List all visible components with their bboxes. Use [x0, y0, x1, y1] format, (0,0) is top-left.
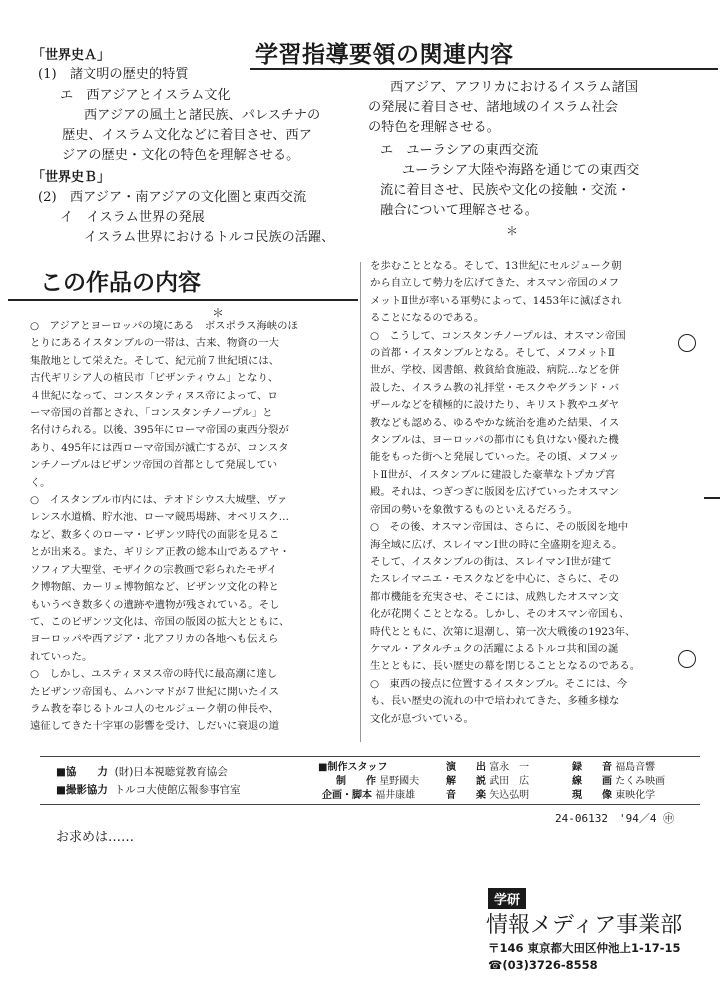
- content-line: ○ こうして、コンスタンチノープルは、オスマン帝国: [370, 329, 626, 342]
- content-line: 帝国の勢いを象徴するものといえるだろう。: [370, 503, 578, 516]
- content-line: ザールなどを積極的に設けたり、キリスト教やユダヤ: [370, 399, 619, 412]
- credits-top-rule: [40, 756, 700, 757]
- guideline-line: (1) 諸文明の歴史的特質: [38, 67, 189, 82]
- content-line: とが出来る。また、ギリシア正教の総本山であるアヤ・: [30, 546, 290, 559]
- content-line: れていった。: [30, 650, 93, 663]
- content-line: も、長い歴史の流れの中で培われてきた、多種多様な: [370, 695, 620, 708]
- content-line: ４世紀になって、コンスタンティヌス帝によって、ロ: [30, 389, 278, 402]
- content-line: 殿。それは、つぎつぎに版図を広げていったオスマン: [370, 486, 620, 499]
- content-line: て、このビザンツ文化は、帝国の版図の拡大とともに、: [30, 615, 290, 628]
- credit-photo-label: ■撮影協力: [56, 784, 108, 796]
- guideline-line: エ 西アジアとイスラム文化: [60, 88, 231, 103]
- guideline-line: ジアの歴史・文化の特色を理解させる。: [62, 148, 300, 163]
- content-line: 生とともに、長い歴史の幕を閉じることとなるのである。: [370, 660, 641, 673]
- binder-hole: [678, 650, 696, 668]
- content-line: とりにあるイスタンブルの一帯は、古来、物資の一大: [30, 337, 279, 350]
- content-line: たスレイマニエ・モスクなどを中心に、さらに、その: [370, 573, 619, 586]
- staff-entry: 演 出 富永 一: [446, 762, 530, 773]
- staff-entry: 音 楽 矢込弘明: [446, 790, 530, 801]
- content-line: 設した、イスラム教の礼拝堂・モスクやグランド・バ: [370, 381, 620, 394]
- content-line: ク博物館、カーリェ博物館など、ビザンツ文化の粋と: [30, 581, 279, 594]
- binder-hole: [678, 334, 696, 352]
- credit-photo-value: トルコ大使館広報参事官室: [114, 784, 241, 796]
- credits-bottom-rule: [40, 804, 700, 805]
- publisher-name: 情報メディア事業部: [486, 913, 683, 938]
- content-line: 遠征してきた十字軍の影響を受け、しだいに衰退の道: [30, 720, 279, 733]
- content-line: メットⅡ世が率いる軍勢によって、1453年に滅ぼされ: [370, 294, 622, 307]
- guideline-line: (2) 西アジア・南アジアの文化圏と東西交流: [38, 190, 307, 205]
- content-line: 世が、学校、図書館、救貧給食施設、病院…などを併: [370, 364, 620, 377]
- guideline-line: 融合について理解させる。: [380, 203, 538, 218]
- content-line: レンス水道橋、貯水池、ローマ競馬場跡、オベリスク…: [30, 511, 289, 524]
- content-line: そして、イスタンブルの街は、スレイマンⅠ世が建て: [370, 555, 612, 568]
- content-line: ソフィア大聖堂、モザイクの宗教画で彩られたモザイ: [30, 563, 277, 576]
- content-line: もいうべき数多くの遺跡や遺物が残されている。そし: [30, 598, 280, 611]
- content-line: ーマ帝国の首都とされ、「コンスタンチノープル」と: [30, 407, 273, 420]
- content-line: 時代とともに、次第に退潮し、第一次大戦後の1923年、: [370, 625, 636, 638]
- content-left-column: [30, 318, 298, 736]
- content-line: ラム教を奉じるトルコ人のセルジューク朝の伸長や、: [30, 702, 279, 715]
- content-line: ○ その後、オスマン帝国は、さらに、その版図を地中: [370, 521, 629, 534]
- content-line: ○ 東西の接点に位置するイスタンブル。そこには、今: [370, 677, 628, 690]
- content-line: ○ アジアとヨーロッパの境にある ボスポラス海峡のほ: [30, 320, 298, 332]
- content-line: く。: [30, 476, 51, 489]
- content-line: 文化が息づいている。: [370, 712, 474, 725]
- order-prompt: お求めは……: [56, 830, 135, 845]
- asterisk-divider: ＊: [212, 306, 225, 320]
- content-line: 名付けられる。以後、395年にローマ帝国の東西分裂が: [30, 424, 289, 437]
- product-code: 24-06132 '94／4 ㊥: [555, 812, 675, 825]
- section-world-history-b: 「世界史Ｂ」: [32, 170, 111, 185]
- content-line: たビザンツ帝国も、ムハンマドが７世紀に開いたイス: [30, 685, 280, 698]
- staff-entry: 解 説 武田 広: [446, 776, 530, 787]
- guideline-line: の発展に着目させ、諸地域のイスラム社会: [368, 100, 618, 115]
- content-line: から自立して勢力を広げてきた、オスマン帝国のメフ: [370, 277, 620, 290]
- content-line: 化が花開くこととなる。しかし、そのオスマン帝国も、: [370, 608, 630, 621]
- staff-entry: 企画・脚本 福井康雄: [322, 790, 416, 801]
- content-line: など、数多くのローマ・ビザンツ時代の面影を見るこ: [30, 528, 280, 541]
- guideline-line: 歴史、イスラム文化などに着目させ、西ア: [62, 128, 312, 143]
- content-line: 古代ギリシア人の植民市「ビザンティウム」となり、: [30, 372, 279, 385]
- content-line: ンチノープルはビザンツ帝国の首都として発展してい: [30, 459, 278, 472]
- content-title: この作品の内容: [40, 270, 201, 296]
- fold-mark: [704, 497, 720, 499]
- staff-entry: 現 像 東映化学: [572, 790, 656, 801]
- content-line: を歩むこととなる。そして、13世紀にセルジューク朝: [370, 260, 622, 272]
- guidelines-title: 学習指導要領の関連内容: [255, 42, 514, 68]
- guideline-line: 西アジア、アフリカにおけるイスラム諸国: [390, 80, 639, 95]
- guidelines-title-underline: [250, 68, 718, 70]
- staff-entry: 線 画 たくみ映画: [572, 776, 666, 787]
- asterisk-divider: ＊: [506, 224, 519, 238]
- column-divider: [360, 262, 361, 742]
- content-line: ケマル・アタルチュクの活躍によるトルコ共和国の誕: [370, 642, 619, 655]
- content-line: 集散地として栄えた。そして、紀元前７世紀頃には、: [30, 354, 280, 367]
- guideline-line: エ ユーラシアの東西交流: [380, 143, 539, 158]
- guideline-line: イ イスラム世界の発展: [60, 210, 205, 225]
- staff-entry: 録 音 福島音響: [572, 762, 656, 773]
- guideline-line: の特色を理解させる。: [368, 120, 500, 135]
- credit-cooperation-label: ■協 力: [56, 766, 108, 778]
- content-line: ることになるのである。: [370, 312, 485, 325]
- content-title-underline: [8, 299, 358, 301]
- staff-label: ■制作スタッフ: [318, 762, 388, 773]
- content-line: 教なども認める、ゆるやかな統治を進めた結果、イス: [370, 416, 620, 429]
- content-line: ヨーロッパや西アジア・北アフリカの各地へも伝えら: [30, 633, 279, 646]
- section-world-history-a: 「世界史Ａ」: [32, 48, 111, 63]
- publisher-address: 〒146 東京都大田区仲池上1-17-15: [488, 941, 681, 955]
- guideline-line: 西アジアの風土と諸民族、パレスチナの: [84, 108, 321, 123]
- credit-cooperation-value: (財)日本視聴覚教育協会: [114, 766, 228, 778]
- credit-photo: [56, 782, 241, 797]
- content-line: 海全域に広げ、スレイマンⅠ世の時に全盛期を迎える。: [370, 538, 623, 551]
- credit-cooperation: [56, 764, 228, 779]
- content-line: あり、495年には西ローマ帝国が滅亡するが、コンスタ: [30, 441, 289, 454]
- guideline-line: ユーラシア大陸や海路を通じての東西交: [402, 163, 640, 178]
- guideline-line: イスラム世界におけるトルコ民族の活躍、: [84, 230, 335, 245]
- content-line: 都市機能を充実させ、そこには、成熟したオスマン文: [370, 590, 619, 603]
- guideline-line: 流に着目させ、民族や文化の接触・交流・: [380, 183, 631, 198]
- content-line: トⅡ世が、イスタンブルに建設した豪華なトプカプ宮: [370, 468, 616, 481]
- content-line: タンブルは、ヨーロッパの都市にも負けない優れた機: [370, 434, 619, 447]
- content-line: の首都・イスタンブルとなる。そして、メフメットⅡ: [370, 347, 615, 360]
- gakken-logo: 学研: [488, 888, 526, 909]
- staff-entry: 制 作 星野國夫: [336, 776, 420, 787]
- content-right-column: [370, 258, 640, 728]
- content-line: ○ しかし、ユスティヌヌス帝の時代に最高潮に達し: [30, 668, 278, 681]
- content-line: 能をもった街へと発展していった。その頃、メフメッ: [370, 451, 619, 464]
- publisher-phone: ☎(03)3726-8558: [488, 958, 598, 972]
- content-line: ○ イスタンブル市内には、テオドシウス大城壁、ヴァ: [30, 494, 288, 507]
